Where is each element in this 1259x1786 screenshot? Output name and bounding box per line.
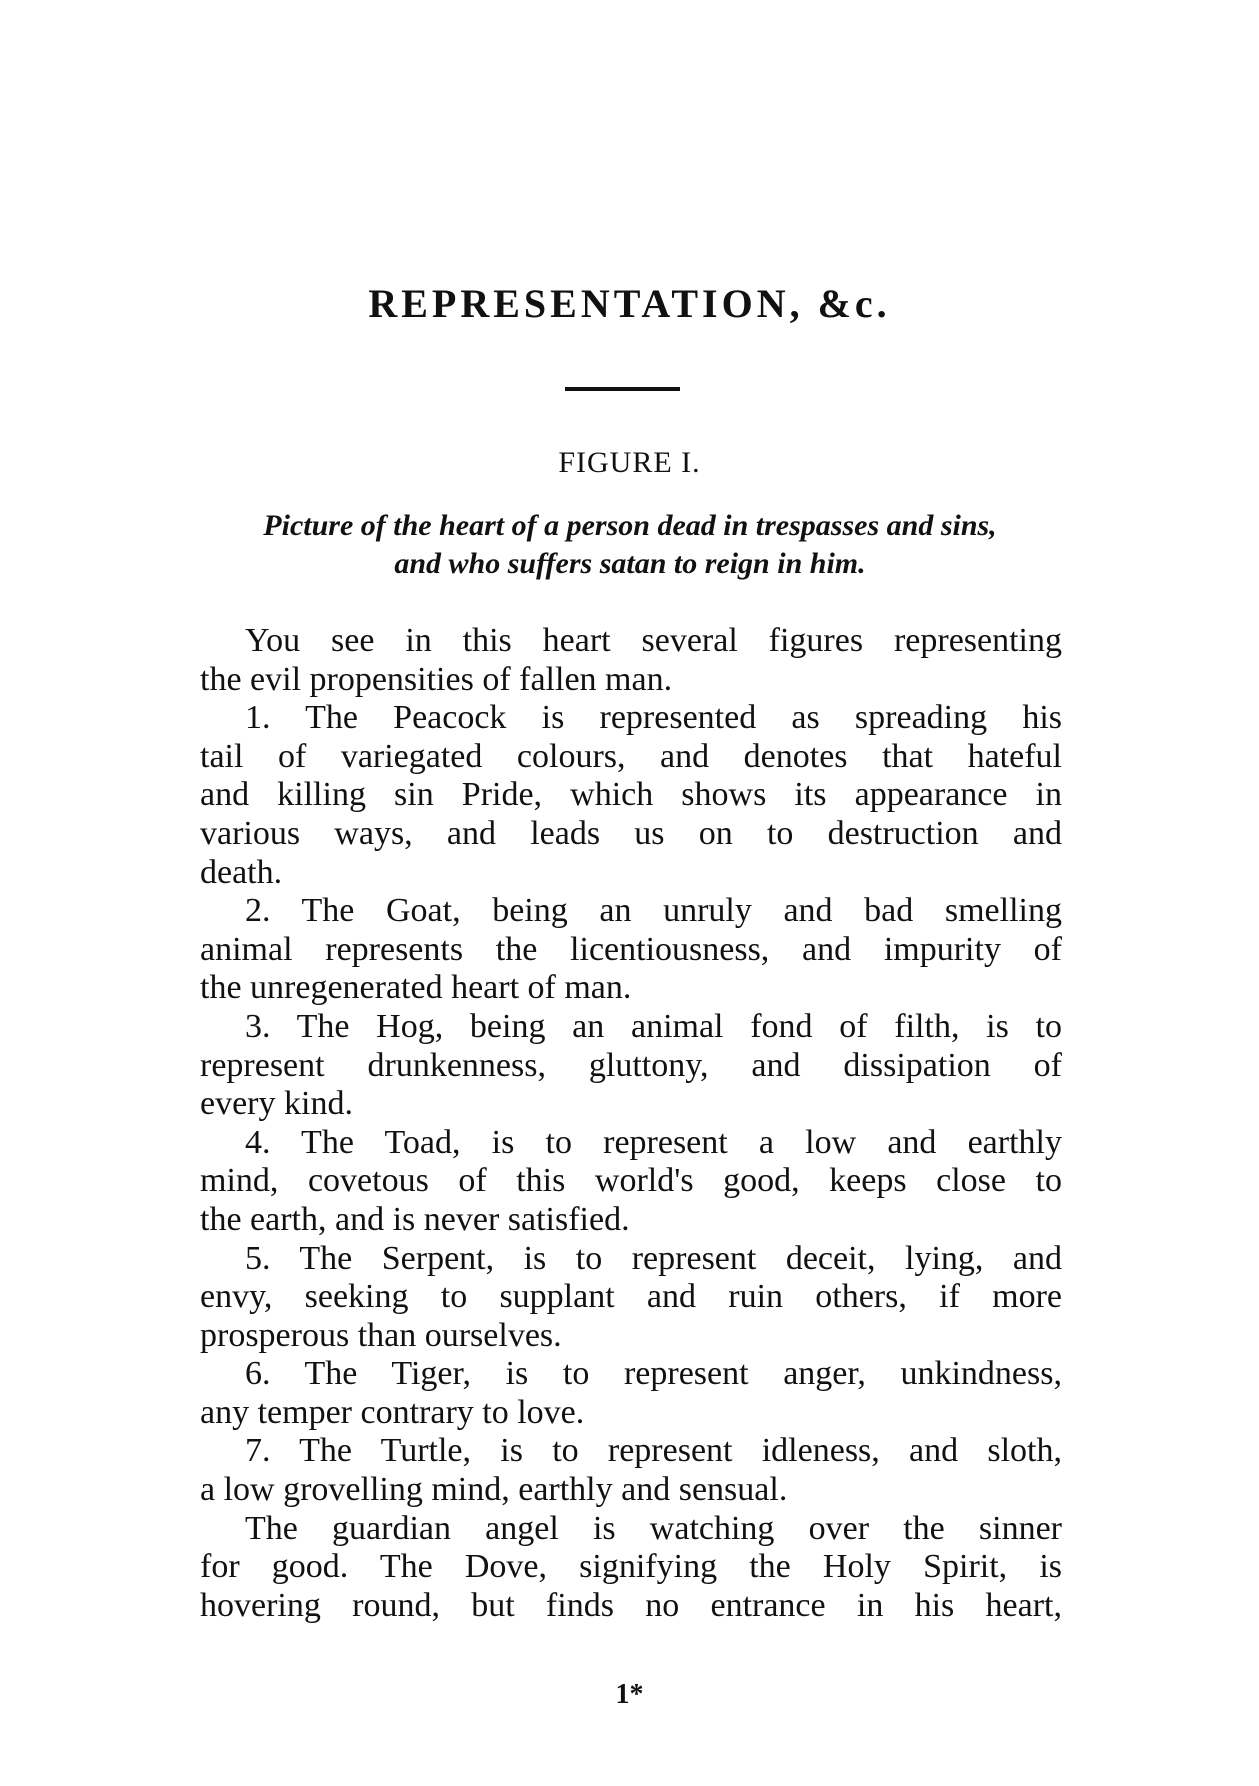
- text-line: animal represents the licentiousness, and impurity of: [200, 930, 1062, 968]
- text-line: 2. The Goat, being an unruly and bad smelling: [245, 892, 1062, 930]
- paragraph-hog: [200, 1008, 1062, 1124]
- caption-line-2: and who suffers satan to reign in him.: [394, 547, 866, 580]
- paragraph-peacock: [200, 699, 1062, 892]
- paragraph-toad: [200, 1124, 1062, 1240]
- text-line: prosperous than ourselves.: [200, 1316, 562, 1354]
- text-line: 3. The Hog, being an animal fond of filth, is to: [245, 1007, 1062, 1045]
- body-text: [200, 622, 1062, 1625]
- caption-line-1: Picture of the heart of a person dead in trespasses and sins,: [263, 509, 997, 542]
- text-line: mind, covetous of this world's good, keeps close to: [200, 1162, 1062, 1200]
- text-line: the unregenerated heart of man.: [200, 969, 632, 1007]
- paragraph-goat: [200, 892, 1062, 1008]
- text-line: for good. The Dove, signifying the Holy Spirit, is: [200, 1548, 1062, 1586]
- paragraph-serpent: [200, 1240, 1062, 1356]
- text-line: every kind.: [200, 1085, 353, 1123]
- paragraph-turtle: [200, 1432, 1062, 1509]
- text-line: envy, seeking to supplant and ruin others, if more: [200, 1278, 1062, 1316]
- text-line: 7. The Turtle, is to represent idleness, and sloth,: [245, 1432, 1062, 1470]
- text-line: hovering round, but finds no entrance in his heart,: [200, 1586, 1062, 1624]
- text-line: 6. The Tiger, is to represent anger, unkindness,: [245, 1355, 1062, 1393]
- text-line: 5. The Serpent, is to represent deceit, lying, and: [245, 1239, 1062, 1277]
- figure-label: FIGURE I.: [558, 446, 701, 479]
- paragraph-intro: [200, 622, 1062, 699]
- paragraph-guardian-angel: [200, 1510, 1062, 1626]
- text-line: tail of variegated colours, and denotes that hateful: [200, 737, 1062, 775]
- signature-mark: 1*: [615, 1679, 644, 1710]
- text-line: You see in this heart several figures representing: [245, 622, 1062, 659]
- text-line: The guardian angel is watching over the sinner: [245, 1509, 1062, 1547]
- figure-caption: [195, 507, 1065, 583]
- text-line: any temper contrary to love.: [200, 1393, 585, 1431]
- text-line: and killing sin Pride, which shows its appearance in: [200, 776, 1062, 814]
- text-line: a low grovelling mind, earthly and sensual.: [200, 1471, 788, 1509]
- text-line: the earth, and is never satisfied.: [200, 1200, 630, 1238]
- text-line: 4. The Toad, is to represent a low and earthly: [245, 1123, 1062, 1161]
- text-line: the evil propensities of fallen man.: [200, 660, 673, 698]
- text-line: death.: [200, 853, 283, 891]
- page-title: REPRESENTATION, &c.: [368, 281, 891, 326]
- title-rule-divider: [565, 387, 680, 391]
- text-line: 1. The Peacock is represented as spreading his: [245, 699, 1062, 737]
- text-line: various ways, and leads us on to destruction and: [200, 814, 1062, 852]
- paragraph-tiger: [200, 1355, 1062, 1432]
- text-line: represent drunkenness, gluttony, and dissipation of: [200, 1046, 1062, 1084]
